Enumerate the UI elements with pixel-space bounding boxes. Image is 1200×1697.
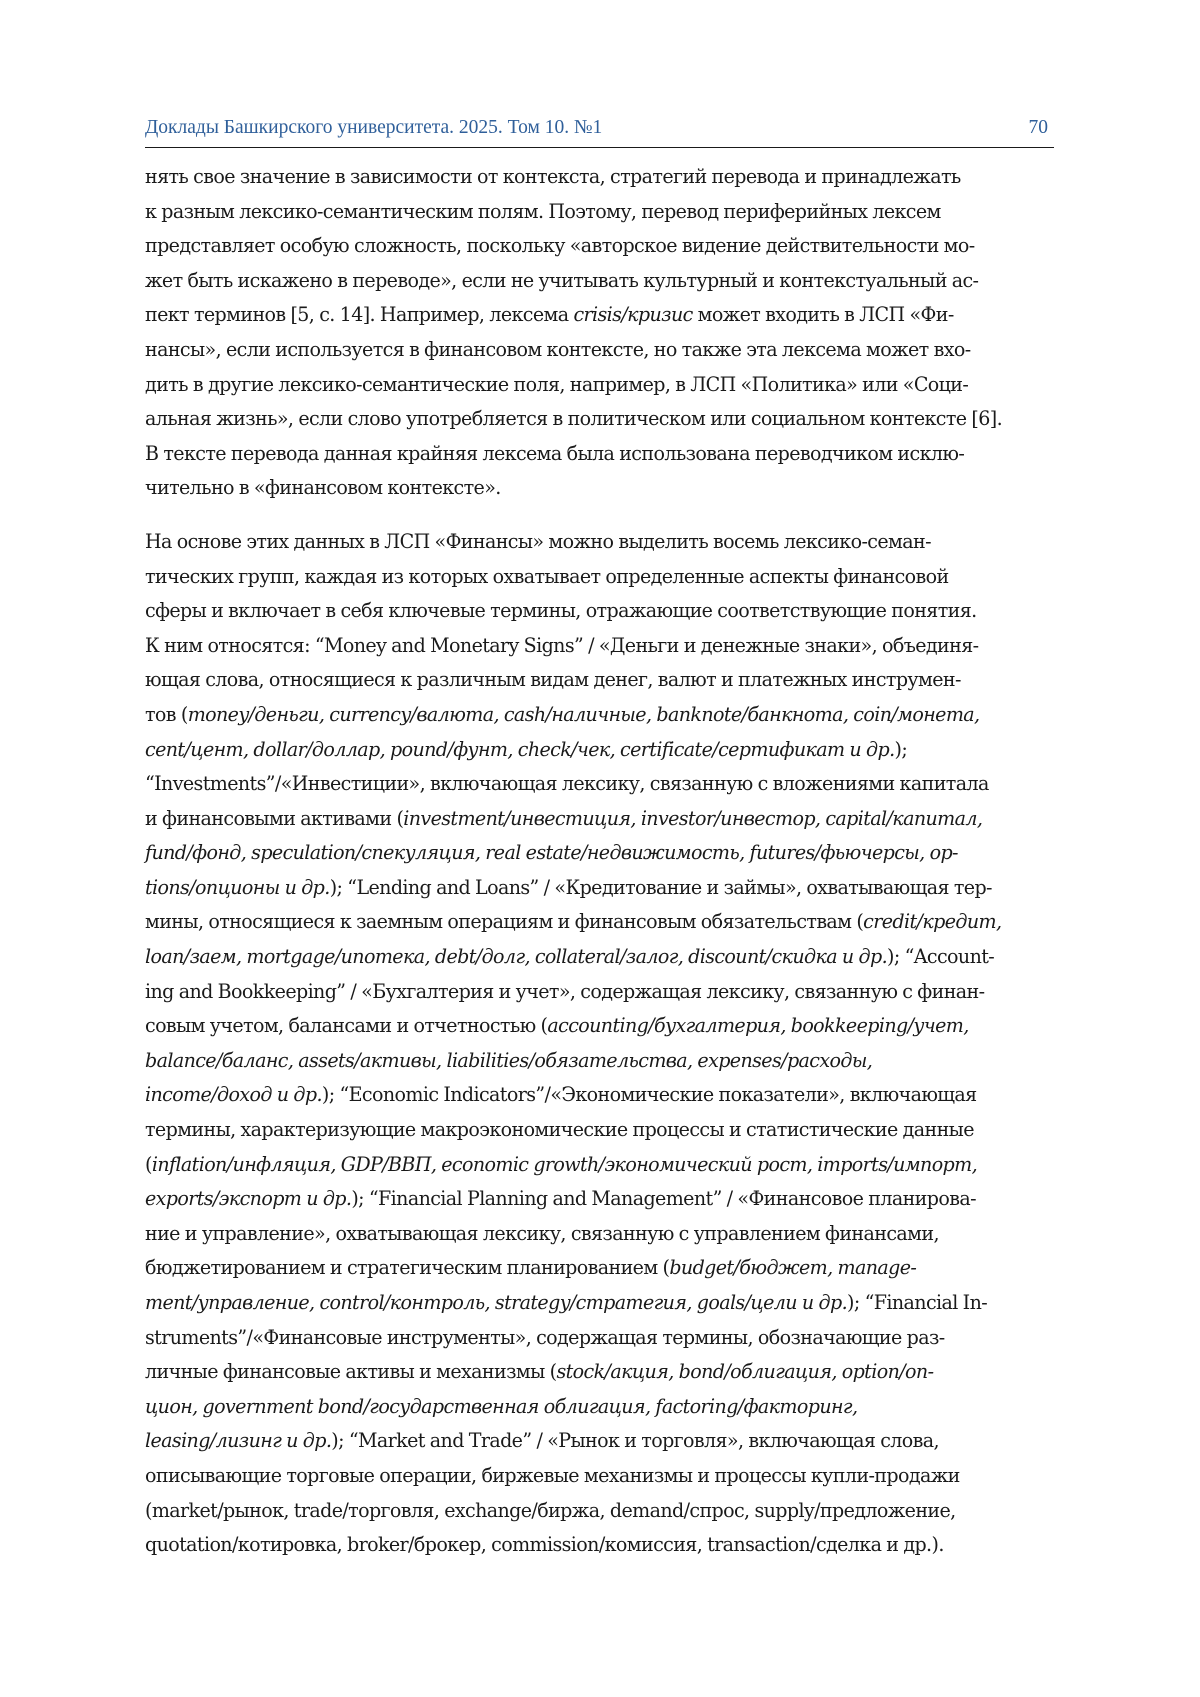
text-run: struments”/«Финансовые инструменты», содержащая термины, обозначающие раз- (145, 1326, 945, 1349)
italic-term: цион, government bond/государственная облигация, factoring/факторинг, (145, 1395, 857, 1418)
page-number: 70 (1029, 117, 1049, 139)
text-run: жет быть искажено в переводе», если не учитывать культурный и контекстуальный ас- (145, 269, 978, 292)
text-line (145, 525, 1054, 560)
italic-term: cent/цент, dollar/доллар, pound/фунт, check/чек, certificate/сертификат и др. (145, 738, 895, 761)
text-run: ); “Market and Trade” / «Рынок и торговля», включающая слова, (331, 1429, 939, 1452)
text-run: и финансовыми активами ( (145, 807, 403, 830)
text-run: описывающие торговые операции, биржевые механизмы и процессы купли-продажи (145, 1464, 960, 1487)
text-run: “Investments”/«Инвестиции», включающая лексику, связанную с вложениями капитала (145, 772, 989, 795)
page (0, 0, 1200, 1697)
text-line (145, 298, 1054, 333)
body-text (145, 160, 1070, 1563)
text-line (145, 940, 1054, 975)
text-run: тических групп, каждая из которых охватывает определенные аспекты финансовой (145, 565, 949, 588)
italic-term: crisis/кризис (573, 303, 692, 326)
text-run: бюджетированием и стратегическим планированием ( (145, 1256, 669, 1279)
journal-title: Доклады Башкирского университета. 2025. Том 10. №1 (145, 117, 602, 139)
text-line (145, 1286, 1054, 1321)
text-line (145, 629, 1054, 664)
text-line (145, 333, 1054, 368)
text-run: мины, относящиеся к заемным операциям и финансовым обязательствам ( (145, 910, 863, 933)
text-line (145, 1528, 1054, 1563)
paragraph (145, 160, 1070, 506)
text-line (145, 1321, 1054, 1356)
text-line (145, 560, 1054, 595)
text-run: нансы», если используется в финансовом контексте, но также эта лексема может вхо- (145, 338, 971, 361)
text-run: ing and Bookkeeping” / «Бухгалтерия и учет», содержащая лексику, связанную с финан- (145, 980, 984, 1003)
text-run: ); “Economic Indicators”/«Экономические показатели», включающая (322, 1083, 977, 1106)
italic-term: credit/кредит, (863, 910, 1001, 933)
text-run: ); (895, 738, 908, 761)
text-run: В тексте перевода данная крайняя лексема была использована переводчиком исклю- (145, 442, 964, 465)
text-line (145, 663, 1054, 698)
text-run: термины, характеризующие макроэкономические процессы и статистические данные (145, 1118, 974, 1141)
text-line (145, 767, 1054, 802)
text-run: ющая слова, относящиеся к различным видам денег, валют и платежных инструмен- (145, 668, 961, 691)
text-line (145, 1113, 1054, 1148)
text-run: ); “Financial Planning and Management” / «Финансовое планирова- (351, 1187, 976, 1210)
italic-term: budget/бюджет, manage- (669, 1256, 916, 1279)
italic-term: investment/инвестиция, investor/инвестор, capital/капитал, (403, 807, 982, 830)
text-run: К ним относятся: “Money and Monetary Signs” / «Деньги и денежные знаки», объединя- (145, 634, 978, 657)
text-run: (market/рынок, trade/торговля, exchange/биржа, demand/спрос, supply/предложение, (145, 1499, 956, 1522)
text-line (145, 1009, 1054, 1044)
text-run: сферы и включает в себя ключевые термины, отражающие соответствующие понятия. (145, 599, 977, 622)
text-line (145, 437, 1054, 472)
text-run: тов ( (145, 703, 188, 726)
text-line (145, 802, 1054, 837)
italic-term: tions/опционы и др. (145, 876, 330, 899)
italic-term: balance/баланс, assets/активы, liabilities/обязательства, expenses/расходы, (145, 1049, 872, 1072)
text-line (145, 836, 1054, 871)
italic-term: loan/заем, mortgage/ипотека, debt/долг, collateral/залог, discount/скидка и др. (145, 945, 887, 968)
running-header (145, 114, 1054, 148)
italic-term: stock/акция, bond/облигация, option/оп- (556, 1360, 933, 1383)
text-line (145, 160, 1054, 195)
text-line (145, 594, 1054, 629)
text-run: ); “Account- (887, 945, 994, 968)
text-line (145, 1459, 1054, 1494)
text-line (145, 368, 1054, 403)
italic-term: accounting/бухгалтерия, bookkeeping/учет, (547, 1014, 968, 1037)
text-line (145, 733, 1054, 768)
text-line (145, 1078, 1054, 1113)
text-run: чительно в «финансовом контексте». (145, 476, 501, 499)
text-run: ( (145, 1153, 152, 1176)
text-line (145, 1355, 1054, 1390)
text-line (145, 1390, 1054, 1425)
text-line (145, 975, 1054, 1010)
italic-term: money/деньги, currency/валюта, cash/наличные, banknote/банкнота, coin/монета, (188, 703, 980, 726)
text-run: ние и управление», охватывающая лексику, связанную с управлением финансами, (145, 1222, 939, 1245)
text-run: ); “Financial In- (847, 1291, 987, 1314)
text-run: совым учетом, балансами и отчетностью ( (145, 1014, 547, 1037)
text-run: альная жизнь», если слово употребляется в политическом или социальном контексте [6]. (145, 407, 1002, 430)
text-run: нять свое значение в зависимости от контекста, стратегий перевода и принадлежать (145, 165, 961, 188)
text-line (145, 229, 1054, 264)
text-line (145, 1251, 1054, 1286)
italic-term: income/доход и др. (145, 1083, 322, 1106)
text-line (145, 1424, 1054, 1459)
text-line (145, 698, 1054, 733)
paragraph (145, 525, 1070, 1563)
italic-term: ment/управление, control/контроль, strategy/стратегия, goals/цели и др. (145, 1291, 847, 1314)
text-line (145, 471, 1054, 506)
italic-term: exports/экспорт и др. (145, 1187, 351, 1210)
text-line (145, 905, 1054, 940)
text-run: дить в другие лексико-семантические поля, например, в ЛСП «Политика» или «Соци- (145, 373, 968, 396)
italic-term: inflation/инфляция, GDP/ВВП, economic growth/экономический рост, imports/импорт, (152, 1153, 977, 1176)
text-line (145, 1148, 1054, 1183)
text-line (145, 264, 1054, 299)
text-run: личные финансовые активы и механизмы ( (145, 1360, 556, 1383)
text-run: quotation/котировка, broker/брокер, commission/комиссия, transaction/сделка и др.). (145, 1533, 944, 1556)
text-line (145, 402, 1054, 437)
text-run: На основе этих данных в ЛСП «Финансы» можно выделить восемь лексико-семан- (145, 530, 931, 553)
text-line (145, 195, 1054, 230)
text-line (145, 1494, 1054, 1529)
text-run: может входить в ЛСП «Фи- (693, 303, 954, 326)
text-run: ); “Lending and Loans” / «Кредитование и займы», охватывающая тер- (330, 876, 992, 899)
italic-term: leasing/лизинг и др. (145, 1429, 331, 1452)
text-line (145, 871, 1054, 906)
text-run: к разным лексико-семантическим полям. Поэтому, перевод периферийных лексем (145, 200, 941, 223)
text-line (145, 1044, 1054, 1079)
text-line (145, 1182, 1054, 1217)
text-line (145, 1217, 1054, 1252)
text-run: представляет особую сложность, поскольку «авторское видение действительности мо- (145, 234, 975, 257)
text-run: пект терминов [5, с. 14]. Например, лексема (145, 303, 573, 326)
italic-term: fund/фонд, speculation/спекуляция, real estate/недвижимость, futures/фьючерсы, op- (145, 841, 958, 864)
